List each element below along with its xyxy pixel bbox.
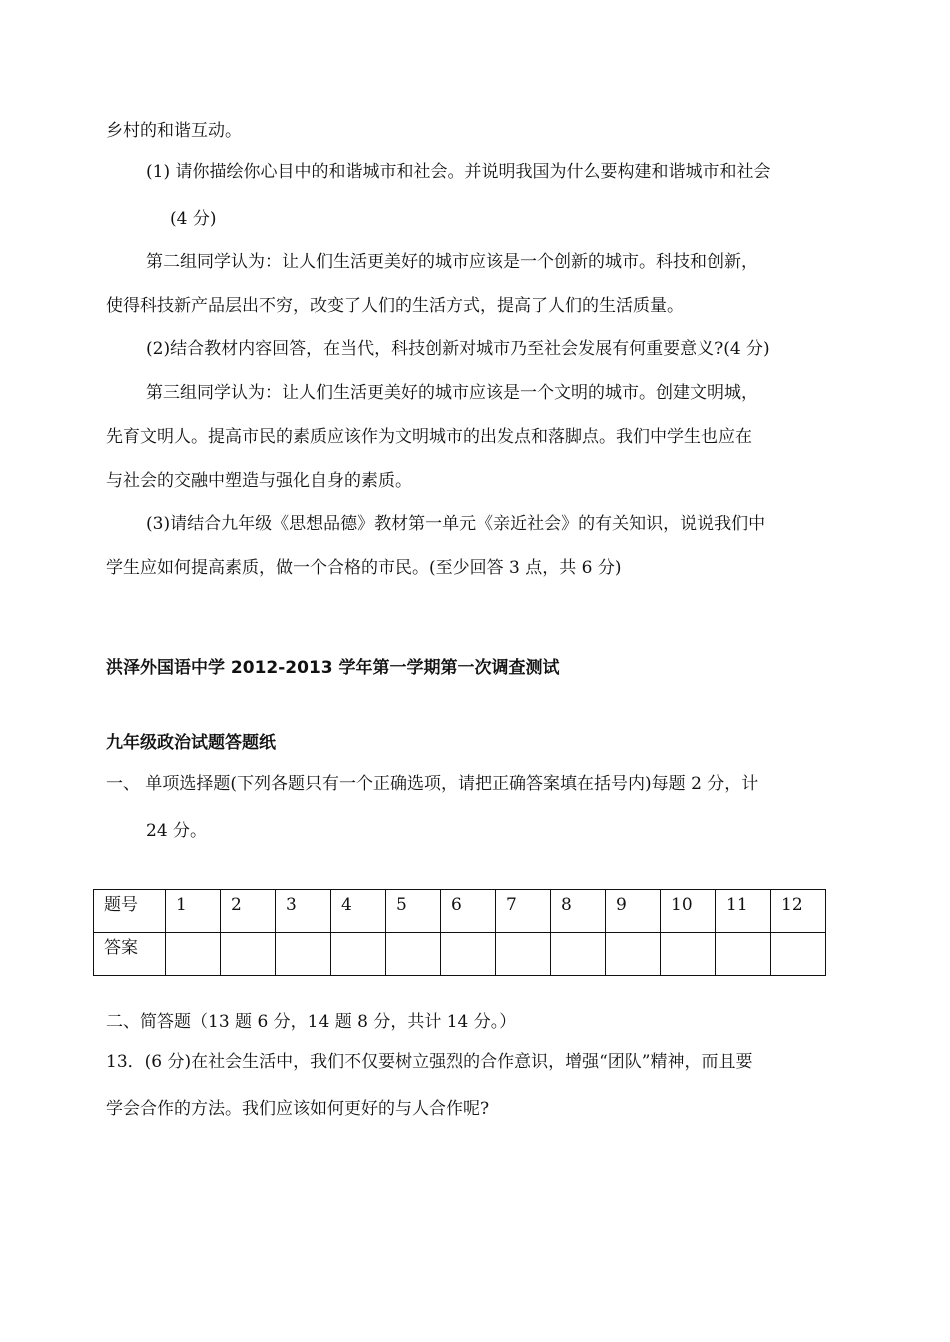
answer-cell[interactable] <box>716 933 771 976</box>
question-number-cell: 2 <box>221 890 276 933</box>
question-1-line-1: (1) 请你描绘你心目中的和谐城市和社会。并说明我国为什么要构建和谐城市和社会 <box>146 162 771 182</box>
answer-cell[interactable] <box>221 933 276 976</box>
row-header-answer: 答案 <box>94 933 166 976</box>
answer-table <box>93 889 826 976</box>
table-row-answers <box>94 933 826 976</box>
question-number-cell: 12 <box>771 890 826 933</box>
school-title: 洪泽外国语中学 2012-2013 学年第一学期第一次调查测试 <box>106 658 560 678</box>
answer-cell[interactable] <box>331 933 386 976</box>
question-number-cell: 3 <box>276 890 331 933</box>
question-number-cell: 1 <box>166 890 221 933</box>
group-3-line-3: 与社会的交融中塑造与强化自身的素质。 <box>106 471 412 491</box>
part-2-title: 二、简答题（13 题 6 分，14 题 8 分，共计 14 分。） <box>106 1012 517 1032</box>
answer-cell[interactable] <box>166 933 221 976</box>
question-13-line-1: 13．(6 分)在社会生活中，我们不仅要树立强烈的合作意识，增强“团队”精神，而且要 <box>106 1052 753 1072</box>
question-1-line-2: (4 分) <box>170 209 217 229</box>
answer-cell[interactable] <box>661 933 716 976</box>
part-1-instructions-line-1: 一、 单项选择题(下列各题只有一个正确选项，请把正确答案填在括号内)每题 2 分，计 <box>106 774 759 794</box>
row-header-number: 题号 <box>94 890 166 933</box>
answer-cell[interactable] <box>606 933 661 976</box>
group-2-line-2: 使得科技新产品层出不穷，改变了人们的生活方式，提高了人们的生活质量。 <box>106 296 684 316</box>
question-number-cell: 8 <box>551 890 606 933</box>
question-number-cell: 6 <box>441 890 496 933</box>
answer-cell[interactable] <box>386 933 441 976</box>
question-number-cell: 11 <box>716 890 771 933</box>
paragraph-line: 乡村的和谐互动。 <box>106 121 242 141</box>
answer-cell[interactable] <box>441 933 496 976</box>
answer-cell[interactable] <box>496 933 551 976</box>
question-number-cell: 9 <box>606 890 661 933</box>
sheet-title: 九年级政治试题答题纸 <box>106 733 276 753</box>
group-3-line-1: 第三组同学认为：让人们生活更美好的城市应该是一个文明的城市。创建文明城， <box>146 383 758 403</box>
group-2-line-1: 第二组同学认为：让人们生活更美好的城市应该是一个创新的城市。科技和创新， <box>146 252 758 272</box>
question-3-line-1: (3)请结合九年级《思想品德》教材第一单元《亲近社会》的有关知识，说说我们中 <box>146 514 766 534</box>
group-3-line-2: 先育文明人。提高市民的素质应该作为文明城市的出发点和落脚点。我们中学生也应在 <box>106 427 752 447</box>
answer-cell[interactable] <box>276 933 331 976</box>
question-number-cell: 4 <box>331 890 386 933</box>
question-number-cell: 5 <box>386 890 441 933</box>
question-number-cell: 10 <box>661 890 716 933</box>
question-2: (2)结合教材内容回答，在当代，科技创新对城市乃至社会发展有何重要意义?(4 分) <box>146 339 770 359</box>
answer-cell[interactable] <box>771 933 826 976</box>
answer-cell[interactable] <box>551 933 606 976</box>
table-row-numbers <box>94 890 826 933</box>
question-number-cell: 7 <box>496 890 551 933</box>
question-3-line-2: 学生应如何提高素质，做一个合格的市民。(至少回答 3 点，共 6 分) <box>106 558 622 578</box>
question-13-line-2: 学会合作的方法。我们应该如何更好的与人合作呢? <box>106 1099 490 1119</box>
part-1-instructions-line-2: 24 分。 <box>146 821 208 841</box>
